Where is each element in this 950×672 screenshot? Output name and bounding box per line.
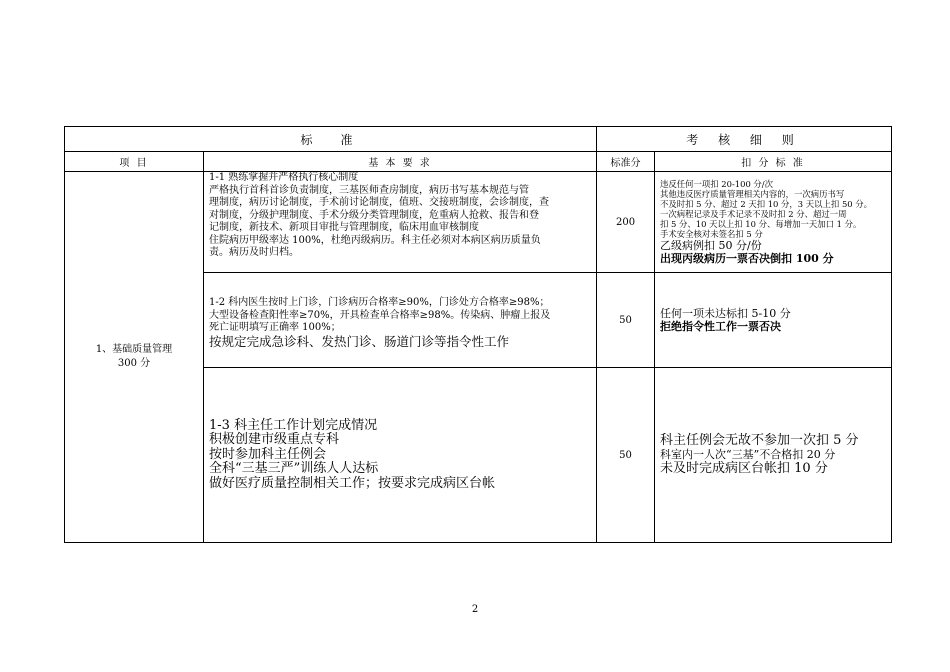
deduction-line: 出现丙级病历一票否决倒扣 100 分 <box>660 252 834 265</box>
deduction-line: 扣 5 分、10 天以上扣 10 分、每增加一天加口 1 分。 <box>660 218 862 229</box>
col-score: 标准分 <box>597 152 655 172</box>
requirement-line: 积极创建市级重点专科 <box>209 432 340 448</box>
requirement-line: 1-1 熟练掌握并严格执行核心制度 <box>209 172 359 183</box>
deduction-cell <box>655 368 892 543</box>
category-cell <box>65 172 204 543</box>
requirement-line: 住院病历甲级率达 100%，杜绝丙级病历。科主任必须对本病区病历质量负 <box>209 234 541 246</box>
deduction-line: 其他违反医疗质量管理相关内容的，一次病历书写 <box>660 188 845 199</box>
requirement-line: 责。病历及时归档。 <box>209 247 299 258</box>
deduction-line: 未及时完成病区台帐扣 10 分 <box>660 460 828 476</box>
requirement-line: 按规定完成急诊科、发热门诊、肠道门诊等指令性工作 <box>209 333 510 349</box>
requirement-line: 按时参加科主任例会 <box>209 446 327 462</box>
deduction-line: 一次病程记录及手术记录不及时扣 2 分、超过一周 <box>660 208 847 219</box>
deduction-line: 任何一项未达标扣 5-10 分 <box>660 306 791 320</box>
deduction-line: 手术安全核对未签名扣 5 分 <box>660 228 763 239</box>
table-row <box>65 172 892 273</box>
category-score: 300 分 <box>117 358 151 369</box>
col-requirement: 基 本 要 求 <box>204 152 597 172</box>
deduction-cell <box>655 273 892 368</box>
page-number: 2 <box>471 604 479 615</box>
score-cell: 200 <box>597 172 655 273</box>
requirement-cell <box>204 273 597 368</box>
deduction-line: 违反任何一项扣 20-100 分/次 <box>660 178 774 189</box>
requirement-line: 理制度，病历讨论制度，手术前讨论制度，值班、交接班制度，会诊制度，查 <box>209 197 549 208</box>
requirement-line: 1-3 科主任工作计划完成情况 <box>209 417 378 433</box>
header-detail: 考 核 细 则 <box>597 127 892 152</box>
score-cell: 50 <box>597 273 655 368</box>
deduction-line: 科主任例会无故不参加一次扣 5 分 <box>660 432 859 448</box>
col-item: 项 目 <box>65 152 204 172</box>
assessment-table <box>64 126 892 543</box>
requirement-line: 做好医疗质量控制相关工作；按要求完成病区台帐 <box>209 475 496 491</box>
col-deduction: 扣 分 标 准 <box>655 152 892 172</box>
deduction-line: 不及时扣 5 分、超过 2 天扣 10 分，3 天以上扣 50 分。 <box>660 198 873 209</box>
deduction-line: 科室内一人次“三基”不合格扣 20 分 <box>660 448 836 462</box>
deduction-cell <box>655 172 892 273</box>
deduction-line: 拒绝指令性工作一票否决 <box>660 320 782 333</box>
requirement-line: 死亡证明填写正确率 100%； <box>209 322 341 333</box>
score-cell: 50 <box>597 368 655 543</box>
requirement-line: 全科“三基三严”训练人人达标 <box>209 461 379 477</box>
requirement-line: 严格执行首科首诊负责制度，三基医师查房制度，病历书写基本规范与管 <box>209 184 529 196</box>
category-name: 1、基础质量管理 <box>95 344 173 355</box>
requirement-cell <box>204 368 597 543</box>
requirement-line: 记制度，新技术、新项目审批与管理制度，临床用血审核制度 <box>209 222 479 233</box>
header-standard: 标 准 <box>65 127 597 152</box>
deduction-line: 乙级病例扣 50 分/份 <box>660 238 762 252</box>
requirement-line: 对制度，分级护理制度、手术分级分类管理制度，危重病人抢救、报告和登 <box>209 209 539 221</box>
requirement-line: 1-2 科内医生按时上门诊，门诊病历合格率≥90%，门诊处方合格率≥98%； <box>209 297 550 308</box>
requirement-line: 大型设备检查阳性率≥70%，开具检查单合格率≥98%。传染病、肿瘤上报及 <box>209 309 551 321</box>
requirement-cell <box>204 172 597 273</box>
